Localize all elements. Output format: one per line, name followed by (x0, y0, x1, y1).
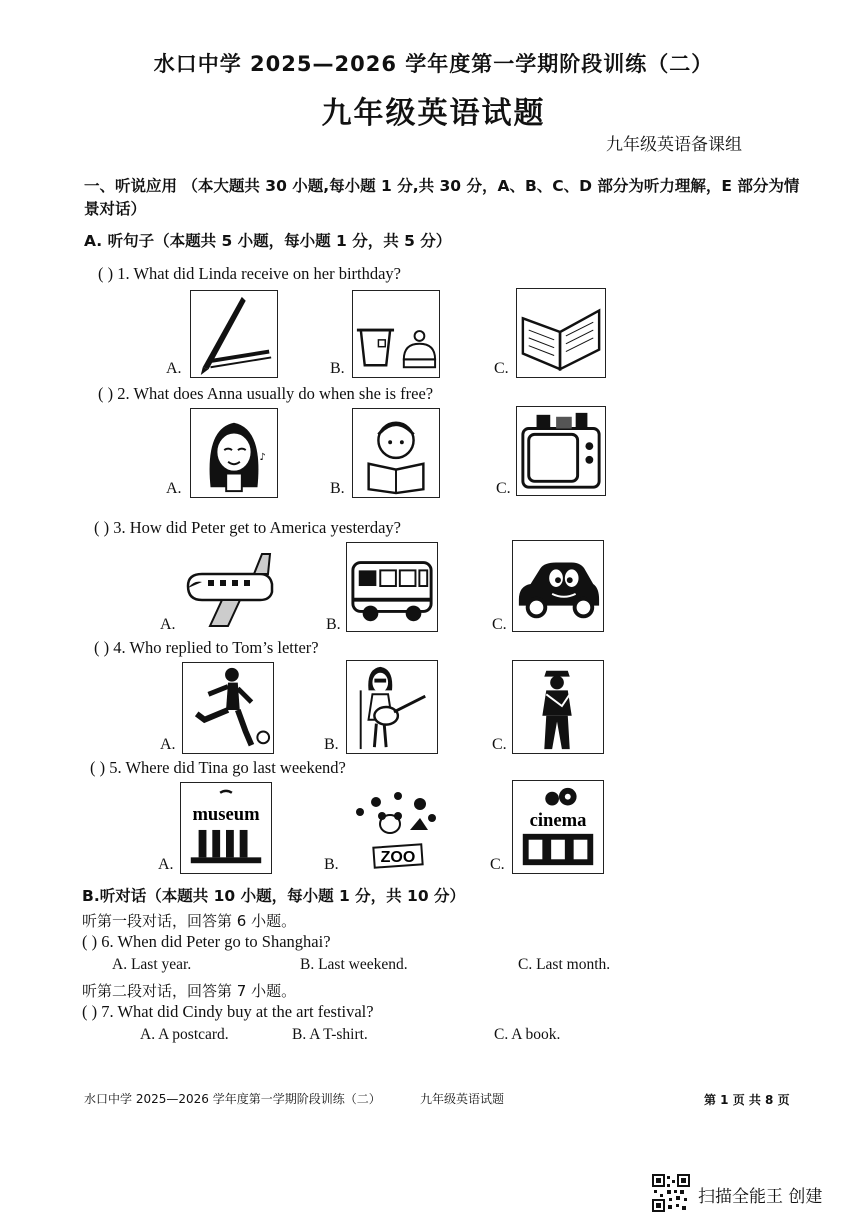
football-player-icon (182, 662, 274, 754)
pen-icon (190, 290, 278, 378)
answer-option: A. Last year. (112, 956, 192, 973)
answer-option: C. A book. (494, 1026, 561, 1043)
museum-icon (180, 782, 272, 874)
answer-option: B. Last weekend. (300, 956, 408, 973)
question-4: ( ) 4. Who replied to Tom’s letter? (94, 638, 319, 657)
exam-title: 水口中学 2025—2026 学年度第一学期阶段训练（二） (153, 52, 714, 76)
footer-middle: 九年级英语试题 (420, 1092, 505, 1106)
museum-sign: museum (192, 804, 260, 826)
answer-bracket: ( ) (98, 264, 114, 283)
answer-bracket: ( ) (94, 638, 110, 657)
option-letter: A. (158, 856, 174, 873)
dialog-instruction-1: 听第一段对话，回答第 6 小题。 (82, 912, 297, 930)
airplane-icon (182, 542, 274, 632)
option-letter: C. (490, 856, 505, 873)
option-letter: B. (330, 360, 345, 377)
answer-option: C. Last month. (518, 956, 611, 973)
part-b-heading: B.听对话（本题共 10 小题，每小题 1 分，共 10 分） (82, 887, 466, 905)
answer-bracket: ( ) (94, 518, 110, 537)
answer-bracket: ( ) (98, 384, 114, 403)
author-group: 九年级英语备课组 (606, 135, 742, 155)
cinema-sign: cinema (529, 810, 587, 832)
car-icon (512, 540, 604, 632)
guitar-singer-icon (346, 660, 438, 754)
singing-girl-icon (190, 408, 278, 498)
answer-bracket: ( ) (82, 932, 98, 951)
question-3: ( ) 3. How did Peter get to America yesterday? (94, 518, 401, 537)
question-1: ( ) 1. What did Linda receive on her birthday? (98, 264, 402, 283)
part-a-heading: A. 听句子（本题共 5 小题，每小题 1 分，共 5 分） (84, 232, 452, 250)
page-number: 第 1 页 共 8 页 (704, 1093, 790, 1107)
option-letter: B. (326, 616, 341, 633)
option-letter: C. (494, 360, 509, 377)
option-letter: A. (166, 480, 182, 497)
option-letter: C. (492, 616, 507, 633)
question-6: ( ) 6. When did Peter go to Shanghai? (82, 932, 331, 951)
zoo-icon (346, 782, 442, 874)
question-7: ( ) 7. What did Cindy buy at the art festival? (82, 1002, 374, 1021)
answer-bracket: ( ) (82, 1002, 98, 1021)
police-officer-icon (512, 660, 604, 754)
question-5: ( ) 5. Where did Tina go last weekend? (90, 758, 346, 777)
exam-subtitle: 九年级英语试题 (321, 96, 546, 131)
section-heading: 一、听说应用 （本大题共 30 小题,每小题 1 分,共 30 分，A、B、C、D 部分为听力理解，E 部分为情景对话） (84, 177, 800, 218)
reading-boy-icon (352, 408, 440, 498)
option-letter: B. (324, 856, 339, 873)
option-letter: C. (492, 736, 507, 753)
cinema-icon (512, 780, 604, 874)
svg-text:♪: ♪ (259, 451, 266, 463)
option-letter: B. (330, 480, 345, 497)
tea-cake-icon (352, 290, 440, 378)
option-letter: C. (496, 480, 511, 497)
option-letter: B. (324, 736, 339, 753)
scanner-watermark: 扫描全能王 创建 (698, 1187, 823, 1207)
option-letter: A. (160, 616, 176, 633)
option-letter: A. (166, 360, 182, 377)
answer-option: A. A postcard. (140, 1026, 229, 1043)
answer-bracket: ( ) (90, 758, 106, 777)
option-letter: A. (160, 736, 176, 753)
question-2: ( ) 2. What does Anna usually do when she is free? (98, 384, 434, 403)
qr-code-icon (652, 1174, 690, 1212)
bus-icon (346, 542, 438, 632)
zoo-sign: ZOO (380, 849, 416, 866)
television-icon (516, 406, 606, 496)
footer-left: 水口中学 2025—2026 学年度第一学期阶段训练（二） (84, 1092, 381, 1106)
answer-option: B. A T-shirt. (292, 1026, 368, 1043)
dialog-instruction-2: 听第二段对话，回答第 7 小题。 (82, 982, 297, 1000)
open-book-icon (516, 288, 606, 378)
